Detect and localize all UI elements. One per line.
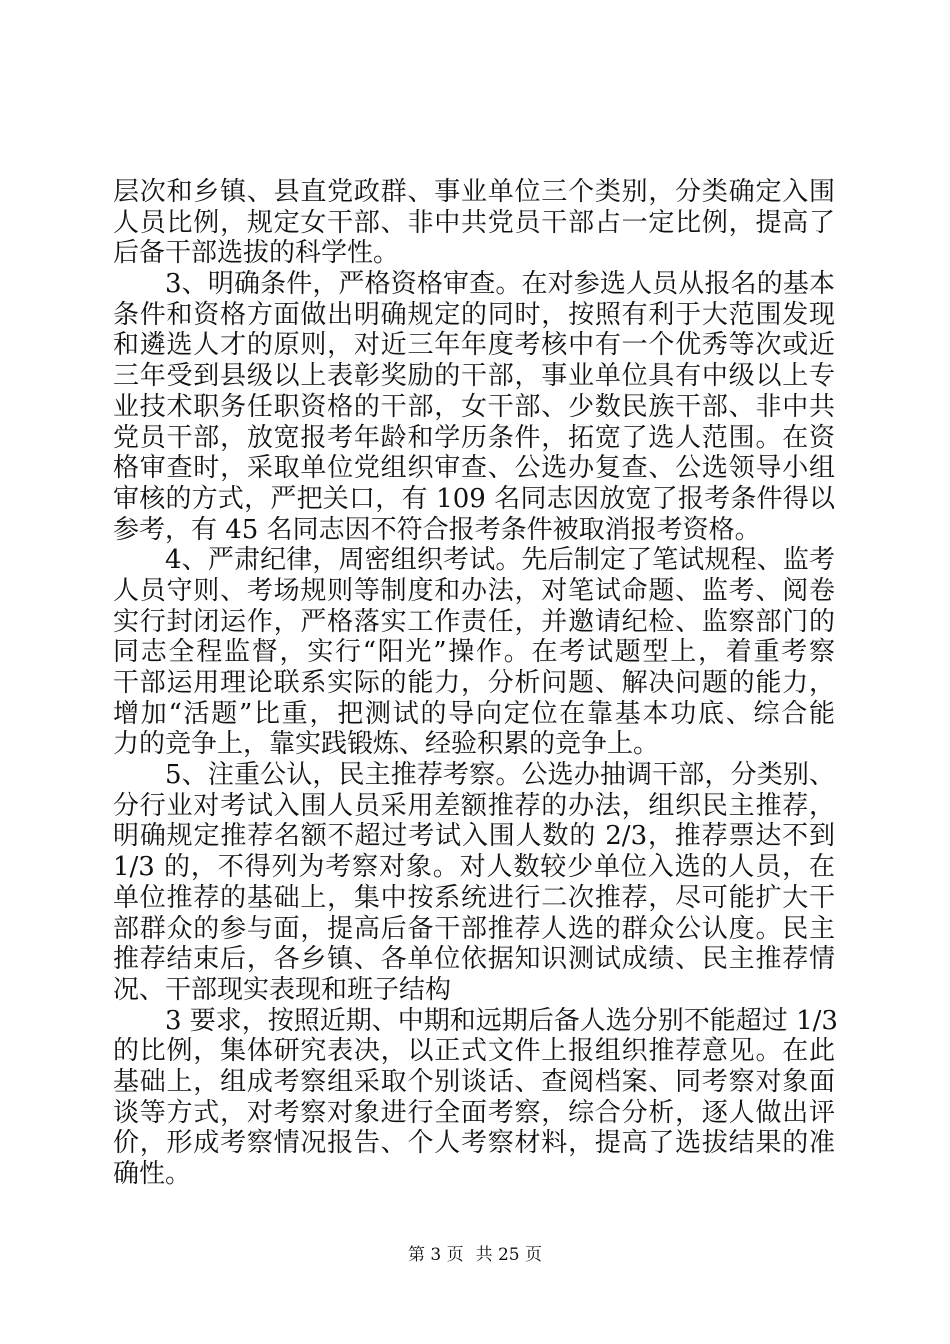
text-line: 分行业对考试入围人员采用差额推荐的办法，组织民主推荐， <box>113 790 835 821</box>
text-line: 1/3 的，不得列为考察对象。对人数较少单位入选的人员，在 <box>113 852 835 883</box>
text-line: 单位推荐的基础上，集中按系统进行二次推荐，尽可能扩大干 <box>113 882 835 913</box>
text-line: 人员守则、考场规则等制度和办法，对笔试命题、监考、阅卷 <box>113 575 835 606</box>
text-line: 明确规定推荐名额不超过考试入围人数的 2/3，推荐票达不到 <box>113 821 835 852</box>
text-line: 同志全程监督，实行“阳光”操作。在考试题型上，着重考察 <box>113 637 835 668</box>
text-line: 基础上，组成考察组采取个别谈话、查阅档案、同考察对象面 <box>113 1066 835 1097</box>
text-line: 人员比例，规定女干部、非中共党员干部占一定比例，提高了 <box>113 207 835 238</box>
text-line: 党员干部，放宽报考年龄和学历条件，拓宽了选人范围。在资 <box>113 422 835 453</box>
text-line: 审核的方式，严把关口，有 109 名同志因放宽了报考条件得以 <box>113 483 835 514</box>
text-line: 3、明确条件，严格资格审查。在对参选人员从报名的基本 <box>165 269 835 300</box>
text-line: 后备干部选拔的科学性。 <box>113 238 400 269</box>
page-total: 共 25 页 <box>475 1245 543 1265</box>
text-line: 3 要求，按照近期、中期和远期后备人选分别不能超过 1/3 <box>165 1005 838 1036</box>
text-line: 和遴选人才的原则，对近三年年度考核中有一个优秀等次或近 <box>113 330 835 361</box>
text-line: 确性。 <box>113 1159 192 1189</box>
text-line: 参考，有 45 名同志因不符合报考条件被取消报考资格。 <box>113 514 761 545</box>
text-line: 条件和资格方面做出明确规定的同时，按照有利于大范围发现 <box>113 299 835 330</box>
text-line: 增加“活题”比重，把测试的导向定位在靠基本功底、综合能 <box>113 698 835 729</box>
text-line: 力的竞争上，靠实践锻炼、经验积累的竞争上。 <box>113 729 660 760</box>
text-line: 况、干部现实表现和班子结构 <box>113 974 452 1005</box>
text-line: 的比例，集体研究表决，以正式文件上报组织推荐意见。在此 <box>113 1036 835 1067</box>
text-line: 干部运用理论联系实际的能力，分析问题、解决问题的能力， <box>113 668 835 698</box>
page-number: 第 3 页 <box>407 1245 464 1265</box>
text-line: 三年受到县级以上表彰奖励的干部，事业单位具有中级以上专 <box>113 361 835 392</box>
text-line: 5、注重公认，民主推荐考察。公选办抽调干部，分类别、 <box>165 760 835 791</box>
text-line: 推荐结束后，各乡镇、各单位依据知识测试成绩、民主推荐情 <box>113 944 835 975</box>
text-line: 格审查时，采取单位党组织审查、公选办复查、公选领导小组 <box>113 453 835 484</box>
document-body <box>113 177 838 1190</box>
text-line: 实行封闭运作，严格落实工作责任，并邀请纪检、监察部门的 <box>113 606 835 637</box>
text-line: 部群众的参与面，提高后备干部推荐人选的群众公认度。民主 <box>113 913 835 944</box>
text-line: 价，形成考察情况报告、个人考察材料，提高了选拔结果的准 <box>113 1128 835 1159</box>
text-line: 业技术职务任职资格的干部，女干部、少数民族干部、非中共 <box>113 391 835 422</box>
text-line: 层次和乡镇、县直党政群、事业单位三个类别，分类确定入围 <box>113 177 835 207</box>
page-footer <box>0 1244 950 1266</box>
text-line: 谈等方式，对考察对象进行全面考察，综合分析，逐人做出评 <box>113 1097 835 1128</box>
text-line: 4、严肃纪律，周密组织考试。先后制定了笔试规程、监考 <box>165 545 835 576</box>
